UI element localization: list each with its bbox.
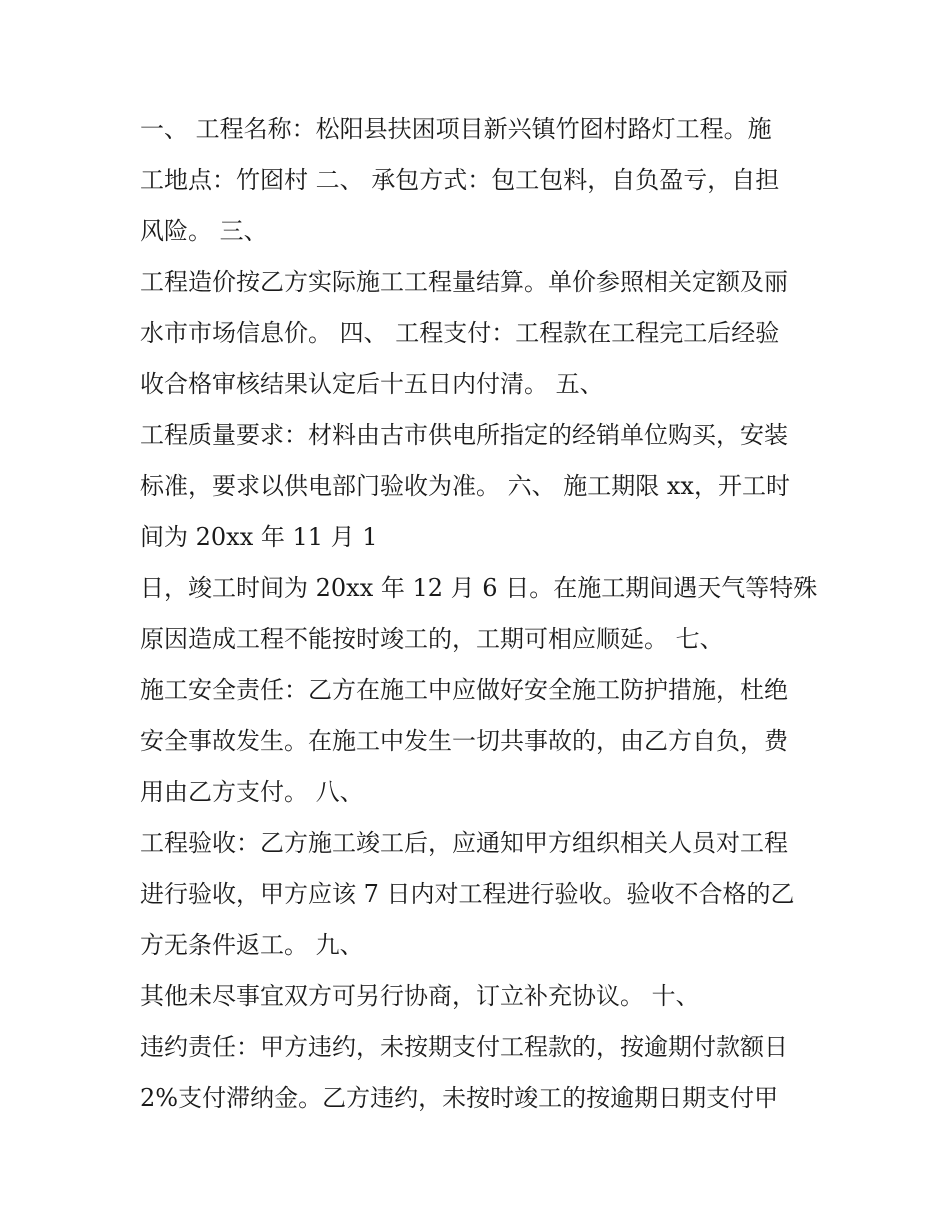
text-line-13: 安全事故发生。在施工中发生一切共事故的，由乙方自负，费 <box>140 727 788 755</box>
text-line-8: 标准，要求以供电部门验收为准。 六、 施工期限 xx，开工时 <box>140 472 790 500</box>
text-line-10: 日，竣工时间为 20xx 年 12 月 6 日。在施工期间遇天气等特殊 <box>140 574 818 602</box>
text-line-17: 方无条件返工。 九、 <box>140 931 364 959</box>
text-line-18: 其他未尽事宜双方可另行协商，订立补充协议。 十、 <box>140 982 700 1010</box>
text-line-9: 间为 20xx 年 11 月 1 <box>140 523 378 551</box>
text-line-2: 工地点：竹囵村 二、 承包方式：包工包料，自负盈亏，自担 <box>140 166 780 194</box>
text-line-12: 施工安全责任：乙方在施工中应做好安全施工防护措施，杜绝 <box>140 676 788 704</box>
text-line-5: 水市市场信息价。 四、 工程支付：工程款在工程完工后经验 <box>140 319 780 347</box>
text-line-3: 风险。 三、 <box>140 217 268 245</box>
text-line-6: 收合格审核结果认定后十五日内付清。 五、 <box>140 370 604 398</box>
text-line-7: 工程质量要求：材料由古市供电所指定的经销单位购买，安装 <box>140 421 788 449</box>
text-line-1: 一、 工程名称：松阳县扶困项目新兴镇竹囵村路灯工程。施 <box>140 115 772 143</box>
text-line-11: 原因造成工程不能按时竣工的，工期可相应顺延。 七、 <box>140 625 724 653</box>
contract-body-text <box>140 104 830 1124</box>
text-line-19: 违约责任：甲方违约，未按期支付工程款的，按逾期付款额日 <box>140 1033 788 1061</box>
text-line-14: 用由乙方支付。 八、 <box>140 778 364 806</box>
text-line-20: 2%支付滞纳金。乙方违约，未按时竣工的按逾期日期支付甲 <box>140 1084 779 1112</box>
text-line-15: 工程验收：乙方施工竣工后，应通知甲方组织相关人员对工程 <box>140 829 788 857</box>
text-line-4: 工程造价按乙方实际施工工程量结算。单价参照相关定额及丽 <box>140 268 788 296</box>
text-line-16: 进行验收，甲方应该 7 日内对工程进行验收。验收不合格的乙 <box>140 880 795 908</box>
